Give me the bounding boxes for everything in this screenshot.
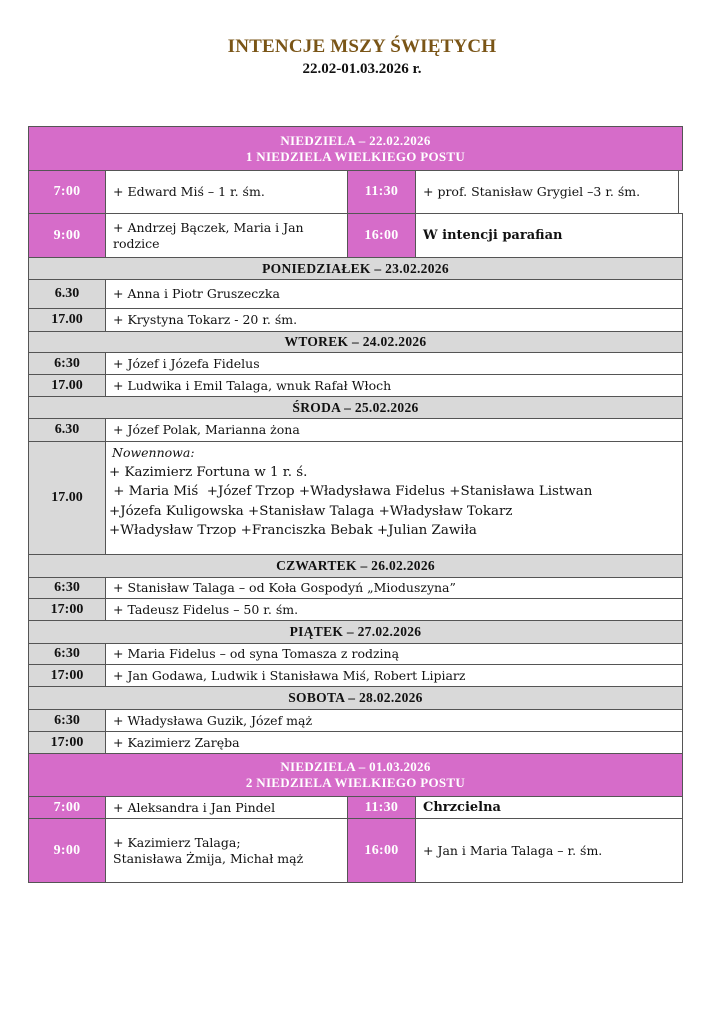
day-header-wednesday: ŚRODA – 25.02.2026 — [28, 396, 683, 419]
mass-intention: + Stanisław Talaga – od Koła Gospodyń „Mioduszyna” — [105, 577, 683, 599]
mass-intention: + prof. Stanisław Grygiel –3 r. śm. — [415, 170, 679, 214]
mass-intention: + Kazimierz Zaręba — [105, 731, 683, 754]
mass-time: 11:30 — [347, 796, 416, 819]
day-header-thursday: CZWARTEK – 26.02.2026 — [28, 554, 683, 578]
novena-line: +Józefa Kuligowska +Stanisław Talaga +Władysław Tokarz — [109, 503, 513, 519]
mass-time: 6:30 — [28, 577, 106, 599]
mass-intention: + Jan Godawa, Ludwik i Stanisława Miś, Robert Lipiarz — [105, 664, 683, 687]
mass-time: 7:00 — [28, 170, 106, 214]
mass-intention: + Maria Fidelus – od syna Tomasza z rodziną — [105, 643, 683, 665]
sunday-header — [28, 126, 683, 171]
mass-time: 6:30 — [28, 709, 106, 732]
sunday-date: NIEDZIELA – 01.03.2026 — [280, 759, 431, 774]
sunday-header — [28, 753, 683, 797]
mass-intention: + Kazimierz Talaga; Stanisława Żmija, Michał mąż — [105, 818, 348, 883]
mass-time: 17:00 — [28, 731, 106, 754]
mass-time: 11:30 — [347, 170, 416, 214]
date-range: 22.02-01.03.2026 r. — [302, 61, 422, 77]
mass-intention: + Anna i Piotr Gruszeczka — [105, 279, 683, 309]
day-header-saturday: SOBOTA – 28.02.2026 — [28, 686, 683, 710]
day-header-monday: PONIEDZIAŁEK – 23.02.2026 — [28, 257, 683, 280]
page-title: INTENCJE MSZY ŚWIĘTYCH — [227, 36, 497, 57]
sunday-name: 2 NIEDZIELA WIELKIEGO POSTU — [245, 775, 466, 790]
novena-line: + Maria Miś +Józef Trzop +Władysława Fidelus +Stanisława Listwan — [109, 484, 593, 499]
mass-intention: + Józef Polak, Marianna żona — [105, 418, 683, 442]
mass-time: 9:00 — [28, 818, 106, 883]
mass-time: 6.30 — [28, 418, 106, 442]
sunday-name: 1 NIEDZIELA WIELKIEGO POSTU — [245, 148, 466, 164]
mass-time: 6.30 — [28, 279, 106, 309]
mass-intention: + Andrzej Bączek, Maria i Jan rodzice — [105, 213, 348, 258]
mass-intention: + Aleksandra i Jan Pindel — [105, 796, 348, 819]
mass-time: 6:30 — [28, 352, 106, 375]
mass-intention: + Krystyna Tokarz - 20 r. śm. — [105, 308, 683, 332]
mass-time: 9:00 — [28, 213, 106, 258]
mass-intention: + Edward Miś – 1 r. śm. — [105, 170, 348, 214]
mass-intention: + Józef i Józefa Fidelus — [105, 352, 683, 375]
novena-line: +Władysław Trzop +Franciszka Bebak +Julian Zawiła — [109, 523, 477, 538]
day-header-tuesday: WTOREK – 24.02.2026 — [28, 331, 683, 353]
novena-intentions — [105, 441, 683, 555]
mass-intention: + Ludwika i Emil Talaga, wnuk Rafał Włoch — [105, 374, 683, 397]
sunday-date: NIEDZIELA – 22.02.2026 — [280, 132, 431, 148]
intentions-table — [28, 126, 683, 883]
mass-time: 7:00 — [28, 796, 106, 819]
mass-time: 16:00 — [347, 213, 416, 258]
mass-time: 17:00 — [28, 598, 106, 621]
mass-time: 6:30 — [28, 643, 106, 665]
mass-time: 17.00 — [28, 308, 106, 332]
day-header-friday: PIĄTEK – 27.02.2026 — [28, 620, 683, 644]
mass-time: 17.00 — [28, 441, 106, 555]
novena-label: Nowennowa: — [112, 445, 195, 460]
novena-line: + Kazimierz Fortuna w 1 r. ś. — [109, 464, 308, 480]
mass-intention: Chrzcielna — [415, 796, 683, 819]
mass-time: 17:00 — [28, 664, 106, 687]
mass-intention: + Tadeusz Fidelus – 50 r. śm. — [105, 598, 683, 621]
mass-intention: + Władysława Guzik, Józef mąż — [105, 709, 683, 732]
mass-intention: W intencji parafian — [415, 213, 683, 258]
mass-time: 16:00 — [347, 818, 416, 883]
mass-intention: + Jan i Maria Talaga – r. śm. — [415, 818, 683, 883]
mass-time: 17.00 — [28, 374, 106, 397]
